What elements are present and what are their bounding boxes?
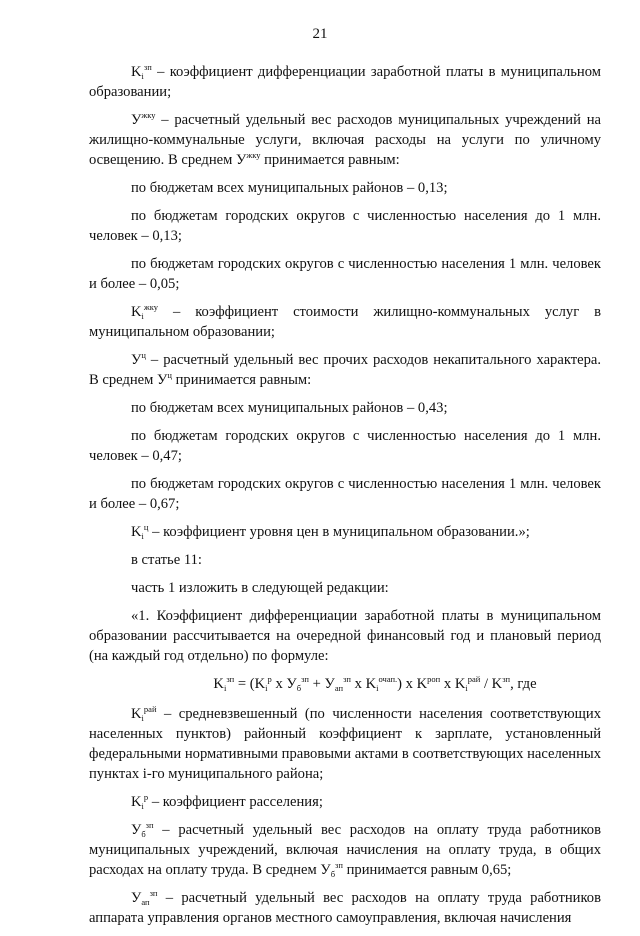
- paragraph-ub: $У_б^{зп}$ – расчетный удельный вес расходов на оплату труда работников муниципальных учреждений, включая начисления на оплату труда, в общих расходах на оплату труда. В среднем $У_б^{зп}$ принимается равным 0,65;: [89, 820, 601, 879]
- list-item: по бюджетам городских округов с численностью населения 1 млн. человек и более – 0,05;: [89, 256, 601, 292]
- paragraph-kc: $K_i^ц$ – коэффициент уровня цен в муниципальном образовании.»;: [131, 522, 530, 541]
- paragraph-uap: $У_{ап}^{зп}$ – расчетный удельный вес расходов на оплату труда работников аппарата управления органов местного самоуправления, включая начисления: [89, 888, 601, 926]
- list-item: по бюджетам всех муниципальных районов – 0,43;: [131, 400, 448, 416]
- paragraph-kray: $K_i^{рай}$ – средневзвешенный (по численности населения соответствующих населенных пунктов) районный коэффициент к зарплате, установленный федеральными нормативными правовыми актами в соответствующих населенных пунктах i-го муниципального района;: [89, 704, 601, 782]
- list-item: по бюджетам всех муниципальных районов – 0,13;: [131, 180, 448, 196]
- page-number: 21: [312, 26, 328, 42]
- list-item: по бюджетам городских округов с численностью населения 1 млн. человек и более – 0,67;: [89, 476, 601, 512]
- paragraph-definition: «1. Коэффициент дифференциации заработной платы в муниципальном образовании рассчитывается на очередной финансовый год и плановый период (на каждый год отдельно) по формуле:: [89, 608, 601, 664]
- list-item: по бюджетам городских округов с численностью населения до 1 млн. человек – 0,13;: [89, 208, 601, 244]
- paragraph-uc: $У^ц$ – расчетный удельный вес прочих расходов некапитального характера. В среднем $У^ц$ принимается равным:: [89, 350, 601, 388]
- paragraph-article: в статье 11:: [131, 552, 202, 568]
- paragraph-kzhku: $K_i^{жку}$ – коэффициент стоимости жилищно-коммунальных услуг в муниципальном образовании;: [89, 302, 601, 340]
- list-item: по бюджетам городских округов с численностью населения до 1 млн. человек – 0,47;: [89, 428, 601, 464]
- paragraph-kzp: $K_i^{зп}$ – коэффициент дифференциации заработной платы в муниципальном образовании;: [89, 62, 601, 100]
- paragraph-kp: $K_i^р$ – коэффициент расселения;: [131, 792, 323, 811]
- paragraph-uzhku: $У^{жку}$ – расчетный удельный вес расходов муниципальных учреждений на жилищно-коммунальные услуги, включая расходы на услуги по уличному освещению. В среднем $У^{жку}$ принимается равным:: [89, 110, 601, 168]
- paragraph-part: часть 1 изложить в следующей редакции:: [131, 580, 389, 596]
- formula: $K_i^{зп} = (K_i^р$ х $У_б^{зп} + У_{ап}^{зп}$ х $K_i^{очап.}$) х $K^{роп}$ х $K_i^{рай} / K^{зп}$, где: [213, 674, 537, 693]
- document-body: [89, 62, 601, 936]
